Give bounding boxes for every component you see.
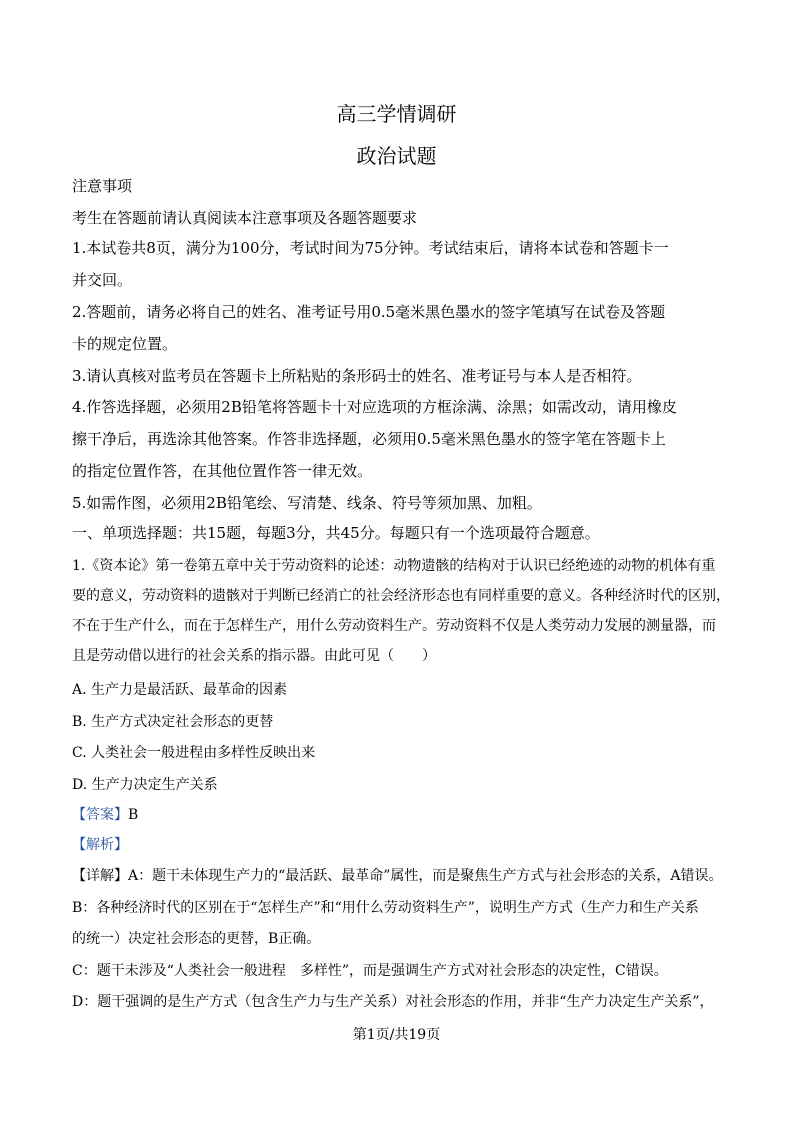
analysis-row xyxy=(72,835,732,855)
note-line: 2.答题前，请务必将自己的姓名、准考证号用0.5毫米黑色墨水的签字笔填写在试卷及答题 xyxy=(72,303,666,321)
detail-line: 的统一）决定社会形态的更替，B正确。 xyxy=(72,931,321,947)
notes-heading: 注意事项 xyxy=(72,177,133,195)
detail-row xyxy=(72,866,732,886)
section-heading: 一、单项选择题：共15题，每题3分，共45分。每题只有一个选项最符合题意。 xyxy=(72,524,600,542)
option-d: D. 生产力决定生产关系 xyxy=(72,777,218,793)
page-title: 高三学情调研 xyxy=(336,102,457,126)
question-line: 1.《资本论》第一卷第五章中关于劳动资料的论述：动物遗骸的结构对于认识已经绝迹的动物的机体有重 xyxy=(72,558,716,574)
option-b: B. 生产方式决定社会形态的更替 xyxy=(72,714,274,730)
page-footer: 第1页/共19页 xyxy=(352,1027,441,1043)
note-line: 擦干净后，再选涂其他答案。作答非选择题，必须用0.5毫米黑色墨水的签字笔在答题卡上 xyxy=(72,430,666,448)
answer-row xyxy=(72,805,732,825)
answer-value: B xyxy=(128,807,139,823)
note-line: 卡的规定位置。 xyxy=(72,335,178,353)
note-line: 的指定位置作答，在其他位置作答一律无效。 xyxy=(72,462,373,480)
question-line: 且是劳动借以进行的社会关系的指示器。由此可见（ ） xyxy=(72,648,436,664)
analysis-label: 【解析】 xyxy=(72,837,128,853)
question-line: 不在于生产什么，而在于怎样生产，用什么劳动资料生产。劳动资料不仅是人类劳动力发展的测量器，而 xyxy=(72,618,716,634)
detail-line: A：题干未体现生产力的“最活跃、最革命”属性，而是聚焦生产方式与社会形态的关系，A错误。 xyxy=(128,868,723,884)
page-subtitle: 政治试题 xyxy=(356,144,437,168)
option-a: A. 生产力是最活跃、最革命的因素 xyxy=(72,682,288,698)
detail-line: D：题干强调的是生产方式（包含生产力与生产关系）对社会形态的作用，并非“生产力决定生产关系”， xyxy=(72,994,714,1010)
detail-line: C：题干未涉及“人类社会一般进程 多样性”，而是强调生产方式对社会形态的决定性，C错误。 xyxy=(72,963,668,979)
note-line: 3.请认真核对监考员在答题卡上所粘贴的条形码士的姓名、准考证号与本人是否相符。 xyxy=(72,367,642,385)
detail-line: B：各种经济时代的区别在于“怎样生产”和“用什么劳动资料生产”，说明生产方式（生产力和生产关系 xyxy=(72,900,699,916)
note-line: 1.本试卷共8页，满分为100分，考试时间为75分钟。考试结束后，请将本试卷和答题卡一 xyxy=(72,239,669,257)
note-line: 4.作答选择题，必须用2B铅笔将答题卡十对应选项的方框涂满、涂黑；如需改动，请用橡皮 xyxy=(72,398,677,416)
notes-intro: 考生在答题前请认真阅读本注意事项及各题答题要求 xyxy=(72,209,418,227)
answer-label: 【答案】 xyxy=(72,807,128,823)
option-c: C. 人类社会一般进程由多样性反映出来 xyxy=(72,745,316,761)
question-line: 要的意义，劳动资料的遗骸对于判断已经消亡的社会经济形态也有同样重要的意义。各种经济时代的区别， xyxy=(72,588,730,604)
detail-label: 【详解】 xyxy=(72,868,128,884)
note-line: 并交回。 xyxy=(72,271,133,289)
note-line: 5.如需作图，必须用2B铅笔绘、写清楚、线条、符号等须加黑、加粗。 xyxy=(72,494,542,512)
